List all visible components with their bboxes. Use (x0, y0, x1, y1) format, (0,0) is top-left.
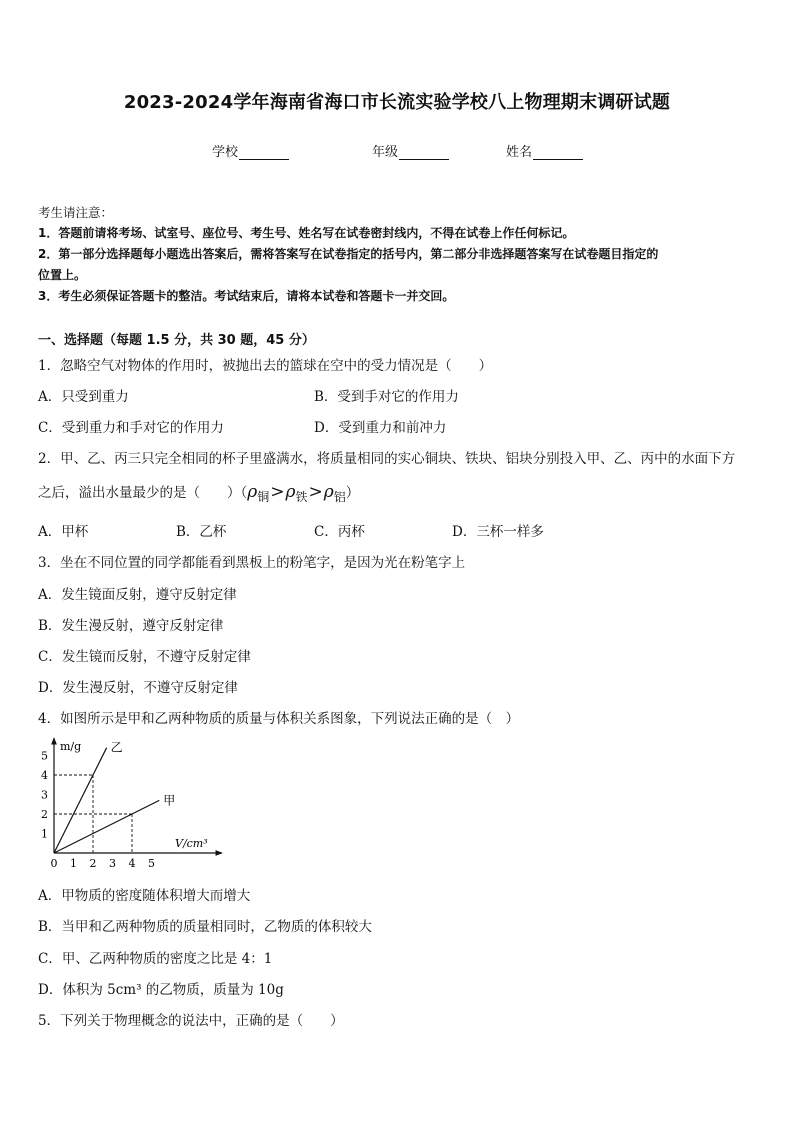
q4-stem: 4．如图所示是甲和乙两种物质的质量与体积关系图象，下列说法正确的是（ ） (38, 711, 520, 727)
q3-option-c[interactable]: C．发生镜而反射，不遵守反射定律 (38, 649, 251, 665)
notice-item-2: 2．第一部分选择题每小题选出答案后，需将答案写在试卷指定的括号内，第二部分非选择题答案写在试卷题目指定的 (38, 247, 659, 261)
q3-stem: 3．坐在不同位置的同学都能看到黑板上的粉笔字，是因为光在粉笔字上 (38, 555, 466, 571)
q3-option-d[interactable]: D．发生漫反射，不遵守反射定律 (38, 680, 238, 696)
q1-option-b[interactable]: B．受到手对它的作用力 (314, 389, 459, 405)
x-tick-label: 2 (89, 857, 97, 870)
name-blank[interactable] (533, 145, 583, 160)
y-tick-label: 1 (41, 827, 48, 841)
q3-option-a[interactable]: A．发生镜面反射，遵守反射定律 (38, 587, 237, 603)
section-heading: 一、选择题（每题 1.5 分，共 30 题，45 分） (38, 333, 315, 348)
y-tick-label: 3 (41, 788, 48, 802)
q1-option-d[interactable]: D．受到重力和前冲力 (314, 420, 447, 436)
school-blank[interactable] (239, 145, 289, 160)
mass-volume-chart (30, 732, 230, 877)
school-label: 学校 (212, 145, 239, 160)
grade-blank[interactable] (399, 145, 449, 160)
sub-iron: 铁 (295, 490, 308, 504)
x-axis-label: V/cm³ (175, 837, 208, 850)
q1-option-c[interactable]: C．受到重力和手对它的作用力 (38, 420, 224, 436)
q4-option-c[interactable]: C．甲、乙两种物质的密度之比是 4：1 (38, 951, 273, 967)
x-tick-label: 0 (50, 857, 58, 870)
q1-stem: 1．忽略空气对物体的作用时，被抛出去的篮球在空中的受力情况是（ ） (38, 358, 493, 374)
greater-than-2: > (308, 482, 323, 502)
q2-stem-text: 之后，溢出水量最少的是（ ）（ (38, 485, 248, 501)
y-axis-label: m/g (60, 740, 82, 753)
q4-option-d[interactable]: D．体积为 5cm³ 的乙物质，质量为 10g (38, 982, 284, 998)
q2-option-a[interactable]: A．甲杯 (38, 524, 89, 540)
x-tick-label: 1 (70, 857, 77, 870)
rho-copper: ρ (247, 482, 258, 502)
q2-stem-line1: 2．甲、乙、丙三只完全相同的杯子里盛满水，将质量相同的实心铜块、铁块、铝块分别投入甲、乙、丙中的水面下方 (38, 451, 736, 467)
sub-copper: 铜 (257, 490, 270, 504)
x-tick-label: 4 (128, 857, 136, 870)
name-label: 姓名 (506, 145, 533, 160)
q4-option-b[interactable]: B．当甲和乙两种物质的质量相同时，乙物质的体积较大 (38, 919, 372, 935)
y-tick-label: 4 (41, 769, 48, 782)
x-tick-label: 3 (109, 857, 116, 870)
q2-option-b[interactable]: B．乙杯 (176, 524, 227, 540)
school-field[interactable] (212, 141, 289, 160)
q4-option-a[interactable]: A．甲物质的密度随体积增大而增大 (38, 888, 251, 904)
y-tick-label: 2 (41, 808, 48, 821)
series-line-2 (54, 800, 159, 853)
page-title: 2023-2024学年海南省海口市长流实验学校八上物理期末调研试题 (123, 92, 671, 113)
q1-option-a[interactable]: A．只受到重力 (38, 389, 129, 405)
greater-than-1: > (270, 482, 285, 502)
series-label-1: 乙 (110, 740, 123, 755)
notice-item-2-cont: 位置上。 (38, 268, 87, 282)
sub-aluminum: 铝 (333, 490, 346, 504)
series-label-2: 甲 (163, 793, 176, 808)
name-field[interactable] (506, 141, 583, 160)
notice-item-3: 3．考生必须保证答题卡的整洁。考试结束后，请将本试卷和答题卡一并交回。 (38, 289, 455, 303)
series-line-1 (54, 748, 107, 853)
rho-aluminum: ρ (323, 482, 334, 502)
x-tick-label: 5 (148, 857, 155, 870)
grade-label: 年级 (372, 145, 399, 160)
q2-option-d[interactable]: D．三杯一样多 (452, 524, 544, 540)
y-tick-label: 5 (41, 749, 48, 763)
q2-stem-line2 (38, 481, 359, 502)
q2-option-c[interactable]: C．丙杯 (314, 524, 365, 540)
grade-field[interactable] (372, 141, 449, 160)
q3-option-b[interactable]: B．发生漫反射，遵守反射定律 (38, 618, 224, 634)
rho-iron: ρ (285, 482, 296, 502)
q5-stem: 5．下列关于物理概念的说法中，正确的是（ ） (38, 1013, 344, 1029)
notice-heading: 考生请注意： (38, 205, 114, 220)
notice-item-1: 1．答题前请将考场、试室号、座位号、考生号、姓名写在试卷密封线内，不得在试卷上作任何标记。 (38, 226, 575, 240)
q2-close-paren: ） (345, 485, 360, 501)
